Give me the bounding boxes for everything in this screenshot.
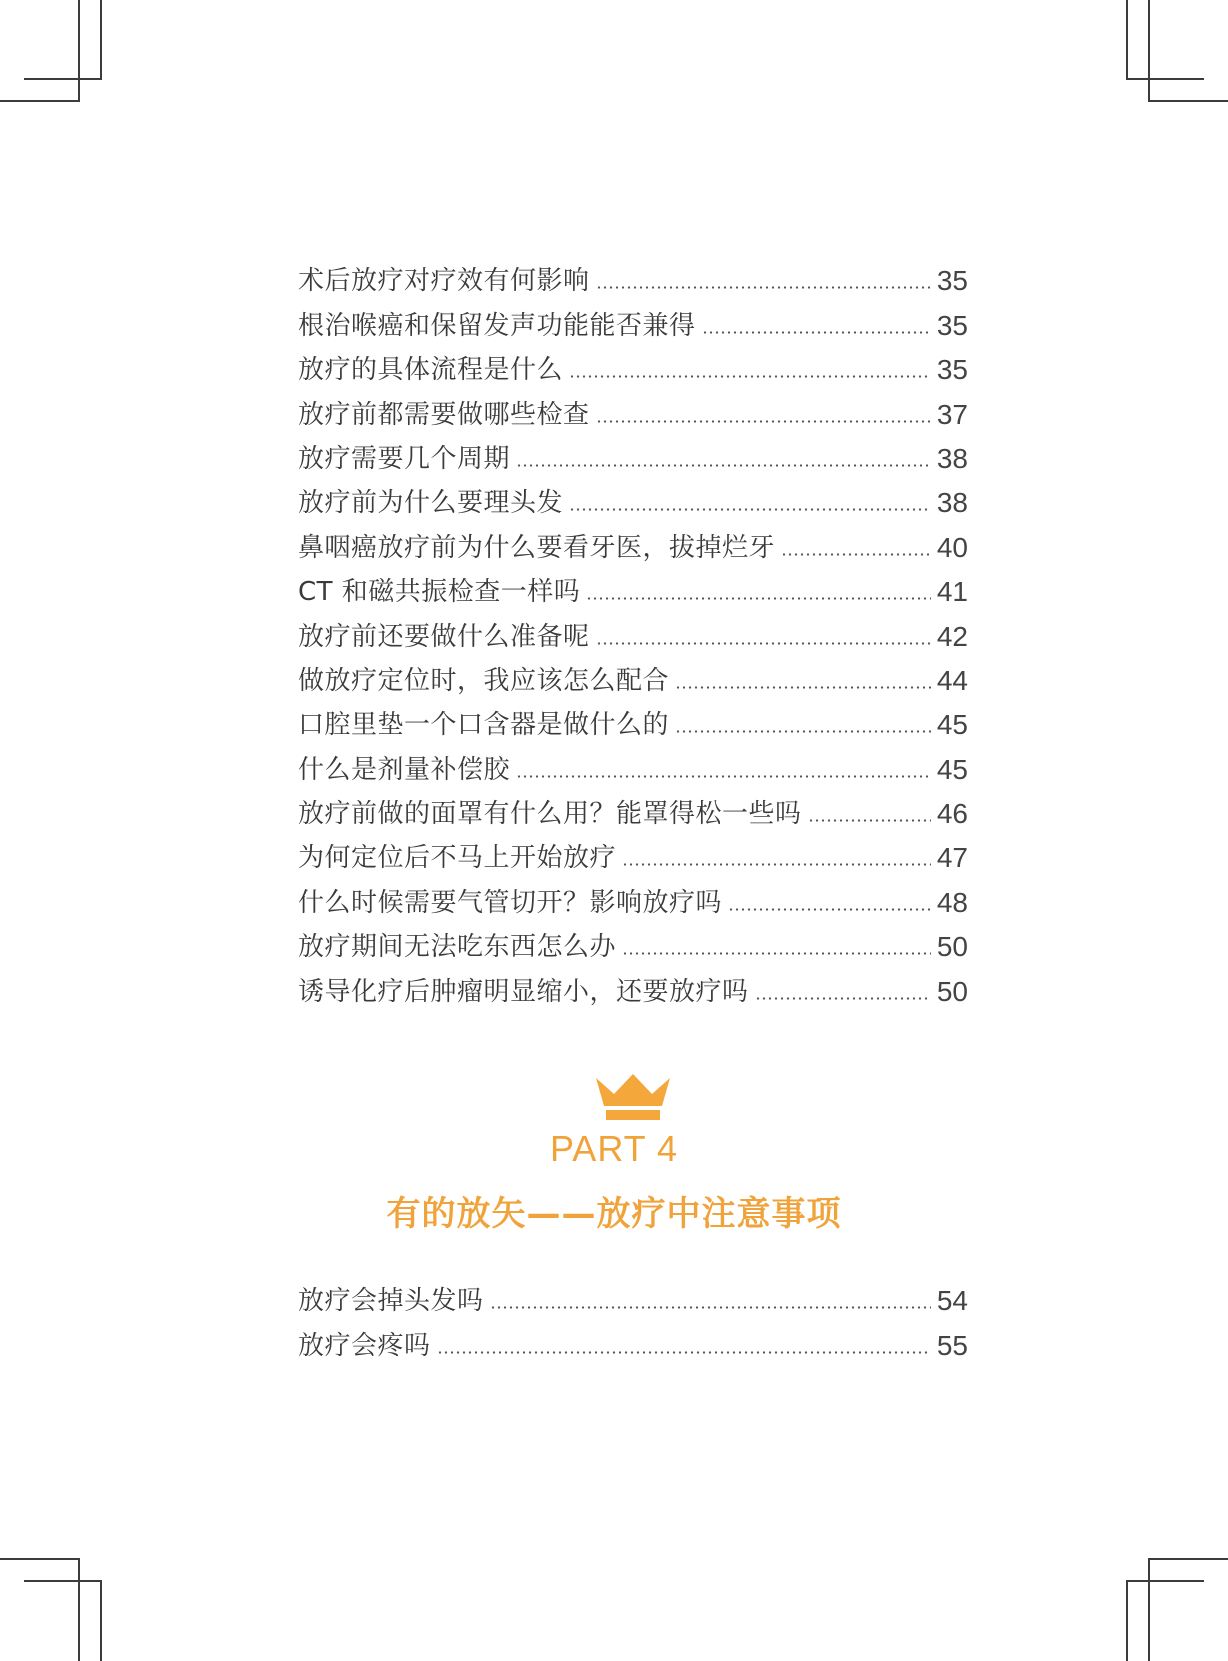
toc-entry[interactable] <box>298 474 968 518</box>
toc-entry-title: 放疗前都需要做哪些检查 <box>298 399 590 430</box>
toc-entry-title: 放疗会疼吗 <box>298 1330 431 1361</box>
toc-leader-dots <box>490 1306 931 1309</box>
part-title: 有的放矢——放疗中注意事项 <box>386 1194 842 1234</box>
part-label: PART 4 <box>549 1128 679 1169</box>
toc-entry-page: 54 <box>936 1285 968 1317</box>
toc-entry-title: 放疗前做的面罩有什么用？能罩得松一些吗 <box>298 799 802 830</box>
toc-entry-page: 50 <box>936 975 968 1007</box>
crop-mark-line <box>100 1580 102 1661</box>
toc-entry-title: 放疗前还要做什么准备呢 <box>298 621 590 652</box>
toc-entry-page: 42 <box>936 620 968 652</box>
toc-entry-page: 48 <box>936 886 968 918</box>
crop-mark-line <box>100 0 102 80</box>
crop-mark-line <box>78 1558 80 1661</box>
toc-entry-title: 口腔里垫一个口含器是做什么的 <box>298 710 670 741</box>
toc-entry[interactable] <box>298 829 968 873</box>
toc-leader-dots <box>675 686 931 689</box>
toc-list <box>298 252 968 1007</box>
toc-entry-title: 诱导化疗后肿瘤明显缩小，还要放疗吗 <box>298 976 749 1007</box>
toc-entry-title: 放疗会掉头发吗 <box>298 1286 484 1317</box>
crop-mark-line <box>1148 1558 1150 1661</box>
toc-leader-dots <box>675 730 931 733</box>
toc-entry[interactable] <box>298 252 968 296</box>
toc-entry[interactable] <box>298 1272 968 1316</box>
toc-list <box>298 1272 968 1361</box>
toc-entry-title: 放疗需要几个周期 <box>298 443 511 474</box>
crop-mark-line <box>1126 0 1128 80</box>
toc-leader-dots <box>781 553 931 556</box>
toc-leader-dots <box>622 952 931 955</box>
toc-entry-title: 放疗前为什么要理头发 <box>298 488 564 519</box>
crop-mark-line <box>78 0 80 100</box>
toc-leader-dots <box>596 286 931 289</box>
crop-mark-line <box>1126 1580 1204 1582</box>
toc-entry-title: 放疗的具体流程是什么 <box>298 355 564 386</box>
toc-entry-page: 38 <box>936 487 968 519</box>
toc-entry[interactable] <box>298 1316 968 1360</box>
toc-leader-dots <box>569 508 931 511</box>
toc-entry[interactable] <box>298 962 968 1006</box>
toc-entry-title: 根治喉癌和保留发声功能能否兼得 <box>298 310 696 341</box>
toc-entry[interactable] <box>298 740 968 784</box>
crop-mark-line <box>24 78 102 80</box>
toc-entry[interactable] <box>298 430 968 474</box>
toc-entry[interactable] <box>298 518 968 562</box>
toc-leader-dots <box>516 464 931 467</box>
toc-leader-dots <box>596 642 931 645</box>
crop-mark-line <box>24 1580 102 1582</box>
toc-leader-dots <box>755 997 931 1000</box>
toc-entry-title: 为何定位后不马上开始放疗 <box>298 843 617 874</box>
toc-entry-title: CT 和磁共振检查一样吗 <box>298 577 581 608</box>
crop-mark-line <box>1148 100 1228 102</box>
crop-mark-line <box>0 100 80 102</box>
toc-entry-title: 鼻咽癌放疗前为什么要看牙医，拔掉烂牙 <box>298 532 776 563</box>
toc-leader-dots <box>516 775 931 778</box>
toc-leader-dots <box>586 597 931 600</box>
toc-leader-dots <box>808 819 931 822</box>
toc-entry-title: 做放疗定位时，我应该怎么配合 <box>298 665 670 696</box>
toc-entry-page: 40 <box>936 531 968 563</box>
toc-leader-dots <box>596 420 931 423</box>
toc-entry-page: 35 <box>936 309 968 341</box>
toc-entry-page: 35 <box>936 354 968 386</box>
toc-entry-title: 什么时候需要气管切开？影响放疗吗 <box>298 887 723 918</box>
toc-entry[interactable] <box>298 652 968 696</box>
toc-entry[interactable] <box>298 296 968 340</box>
toc-entry[interactable] <box>298 873 968 917</box>
toc-leader-dots <box>728 908 931 911</box>
toc-entry-page: 47 <box>936 842 968 874</box>
toc-entry-page: 41 <box>936 576 968 608</box>
toc-entry[interactable] <box>298 918 968 962</box>
toc-entry-page: 50 <box>936 931 968 963</box>
toc-entry-page: 55 <box>936 1329 968 1361</box>
toc-entry-page: 45 <box>936 709 968 741</box>
toc-entry[interactable] <box>298 563 968 607</box>
toc-leader-dots <box>702 331 931 334</box>
toc-entry-page: 38 <box>936 442 968 474</box>
toc-leader-dots <box>569 375 931 378</box>
toc-entry[interactable] <box>298 785 968 829</box>
toc-entry-page: 46 <box>936 798 968 830</box>
toc-entry-title: 什么是剂量补偿胶 <box>298 754 511 785</box>
toc-entry[interactable] <box>298 385 968 429</box>
toc-entry-page: 44 <box>936 664 968 696</box>
toc-entry[interactable] <box>298 607 968 651</box>
crown-icon <box>594 1072 672 1122</box>
toc-leader-dots <box>437 1351 931 1354</box>
crop-mark-line <box>1148 1558 1228 1560</box>
toc-entry-title: 放疗期间无法吃东西怎么办 <box>298 932 617 963</box>
toc-entry[interactable] <box>298 696 968 740</box>
toc-entry-page: 37 <box>936 398 968 430</box>
crop-mark-line <box>0 1558 80 1560</box>
crop-mark-line <box>1126 1580 1128 1661</box>
toc-entry-title: 术后放疗对疗效有何影响 <box>298 266 590 297</box>
crop-mark-line <box>1148 0 1150 100</box>
toc-entry[interactable] <box>298 341 968 385</box>
toc-entry-page: 45 <box>936 753 968 785</box>
crop-mark-line <box>1126 78 1204 80</box>
toc-entry-page: 35 <box>936 265 968 297</box>
toc-leader-dots <box>622 863 931 866</box>
